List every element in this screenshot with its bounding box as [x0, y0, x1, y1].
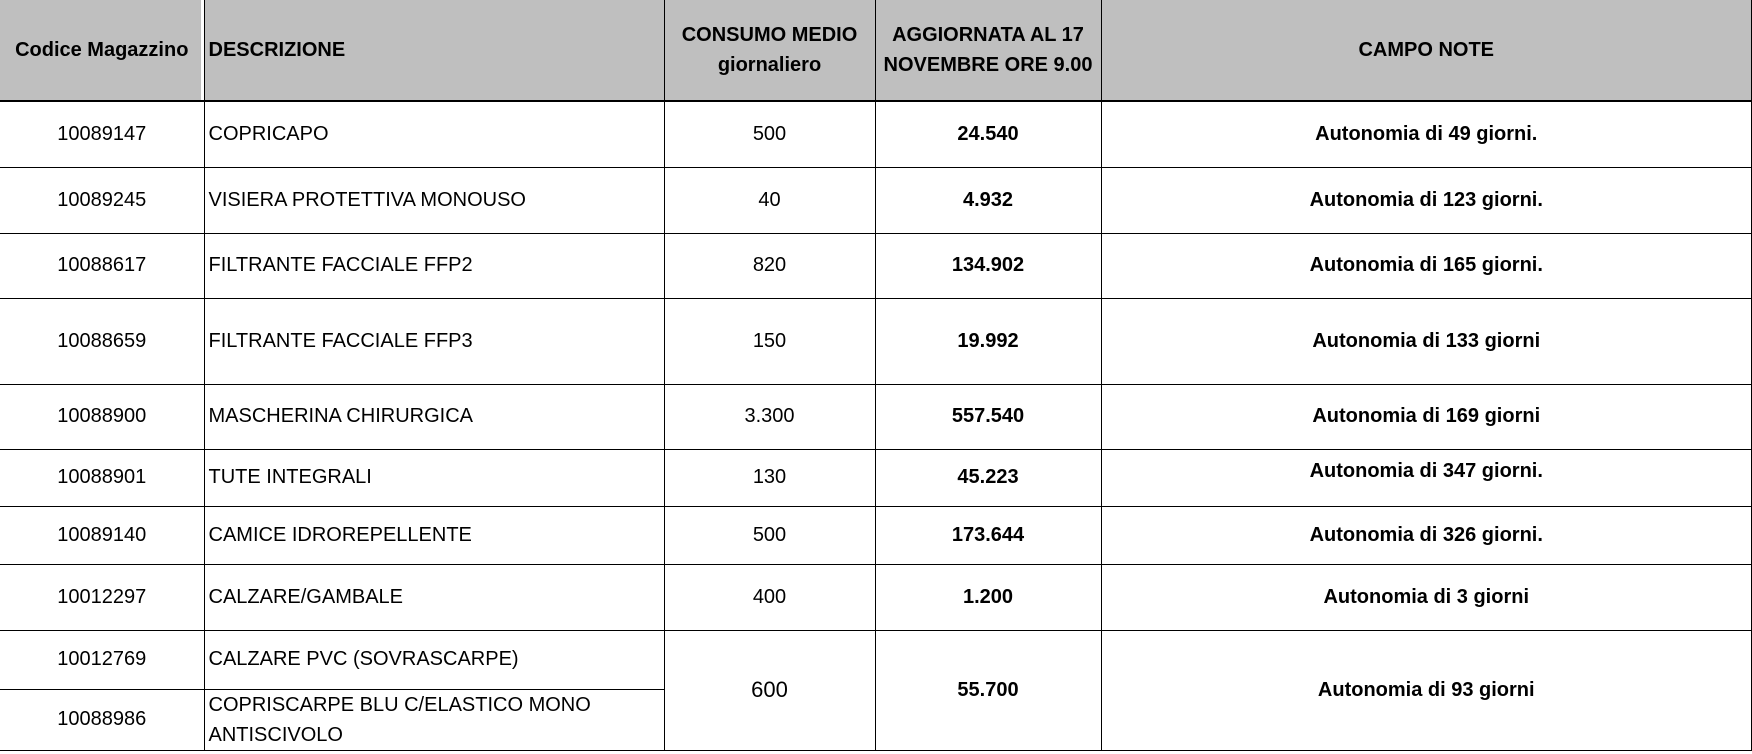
- header-stock-line2: NOVEMBRE ORE 9.00: [883, 54, 1093, 76]
- cell-description: TUTE INTEGRALI: [204, 449, 664, 506]
- table-row: [0, 298, 1752, 384]
- cell-consumption: 500: [664, 101, 875, 167]
- cell-notes: Autonomia di 49 giorni.: [1101, 101, 1752, 167]
- table-row: [0, 101, 1752, 167]
- cell-consumption-merged: 600: [664, 630, 875, 750]
- table-row: [0, 506, 1752, 564]
- cell-notes: Autonomia di 165 giorni.: [1101, 233, 1752, 298]
- cell-code: 10088659: [0, 298, 204, 384]
- cell-code: 10089140: [0, 506, 204, 564]
- cell-notes: Autonomia di 326 giorni.: [1101, 506, 1752, 564]
- cell-stock: 4.932: [875, 167, 1101, 233]
- cell-description-line1: COPRISCARPE BLU C/ELASTICO MONO: [208, 693, 591, 716]
- cell-notes-merged: Autonomia di 93 giorni: [1101, 630, 1752, 750]
- table-row: [0, 167, 1752, 233]
- table-row: [0, 630, 1752, 689]
- header-description: DESCRIZIONE: [204, 0, 664, 101]
- cell-code: 10012297: [0, 564, 204, 630]
- cell-description: FILTRANTE FACCIALE FFP3: [204, 298, 664, 384]
- cell-code: 10088617: [0, 233, 204, 298]
- cell-consumption: 3.300: [664, 384, 875, 449]
- cell-description: CAMICE IDROREPELLENTE: [204, 506, 664, 564]
- header-stock: [875, 0, 1101, 101]
- table-row: [0, 384, 1752, 449]
- cell-consumption: 400: [664, 564, 875, 630]
- table-row: [0, 449, 1752, 506]
- cell-notes: Autonomia di 3 giorni: [1101, 564, 1752, 630]
- cell-consumption: 500: [664, 506, 875, 564]
- cell-code: 10089245: [0, 167, 204, 233]
- cell-stock: 1.200: [875, 564, 1101, 630]
- cell-code: 10012769: [0, 630, 204, 689]
- table-row: [0, 564, 1752, 630]
- header-stock-line1: AGGIORNATA AL 17: [892, 24, 1084, 46]
- header-consumption-line1: CONSUMO MEDIO: [681, 24, 858, 46]
- cell-consumption: 820: [664, 233, 875, 298]
- header-row: [0, 0, 1752, 101]
- cell-description: COPRICAPO: [204, 101, 664, 167]
- cell-stock: 45.223: [875, 449, 1101, 506]
- header-consumption: [664, 0, 875, 101]
- cell-stock: 134.902: [875, 233, 1101, 298]
- cell-stock: 173.644: [875, 506, 1101, 564]
- cell-description-line2: ANTISCIVOLO: [208, 723, 343, 746]
- table-row: [0, 233, 1752, 298]
- header-consumption-line2: giornaliero: [717, 54, 822, 76]
- header-code: Codice Magazzino: [0, 0, 204, 101]
- cell-description: [204, 689, 664, 750]
- cell-stock: 557.540: [875, 384, 1101, 449]
- cell-consumption: 150: [664, 298, 875, 384]
- cell-stock-merged: 55.700: [875, 630, 1101, 750]
- cell-notes: Autonomia di 347 giorni.: [1101, 449, 1752, 506]
- cell-code: 10088901: [0, 449, 204, 506]
- cell-notes: Autonomia di 133 giorni: [1101, 298, 1752, 384]
- cell-description: MASCHERINA CHIRURGICA: [204, 384, 664, 449]
- cell-stock: 19.992: [875, 298, 1101, 384]
- cell-description: VISIERA PROTETTIVA MONOUSO: [204, 167, 664, 233]
- cell-notes: Autonomia di 169 giorni: [1101, 384, 1752, 449]
- cell-notes: Autonomia di 123 giorni.: [1101, 167, 1752, 233]
- cell-code: 10088900: [0, 384, 204, 449]
- cell-description: CALZARE PVC (SOVRASCARPE): [204, 630, 664, 689]
- cell-code: 10089147: [0, 101, 204, 167]
- cell-stock: 24.540: [875, 101, 1101, 167]
- cell-code: 10088986: [0, 689, 204, 750]
- cell-description: FILTRANTE FACCIALE FFP2: [204, 233, 664, 298]
- cell-consumption: 130: [664, 449, 875, 506]
- header-notes: CAMPO NOTE: [1101, 0, 1752, 101]
- cell-description: CALZARE/GAMBALE: [204, 564, 664, 630]
- cell-consumption: 40: [664, 167, 875, 233]
